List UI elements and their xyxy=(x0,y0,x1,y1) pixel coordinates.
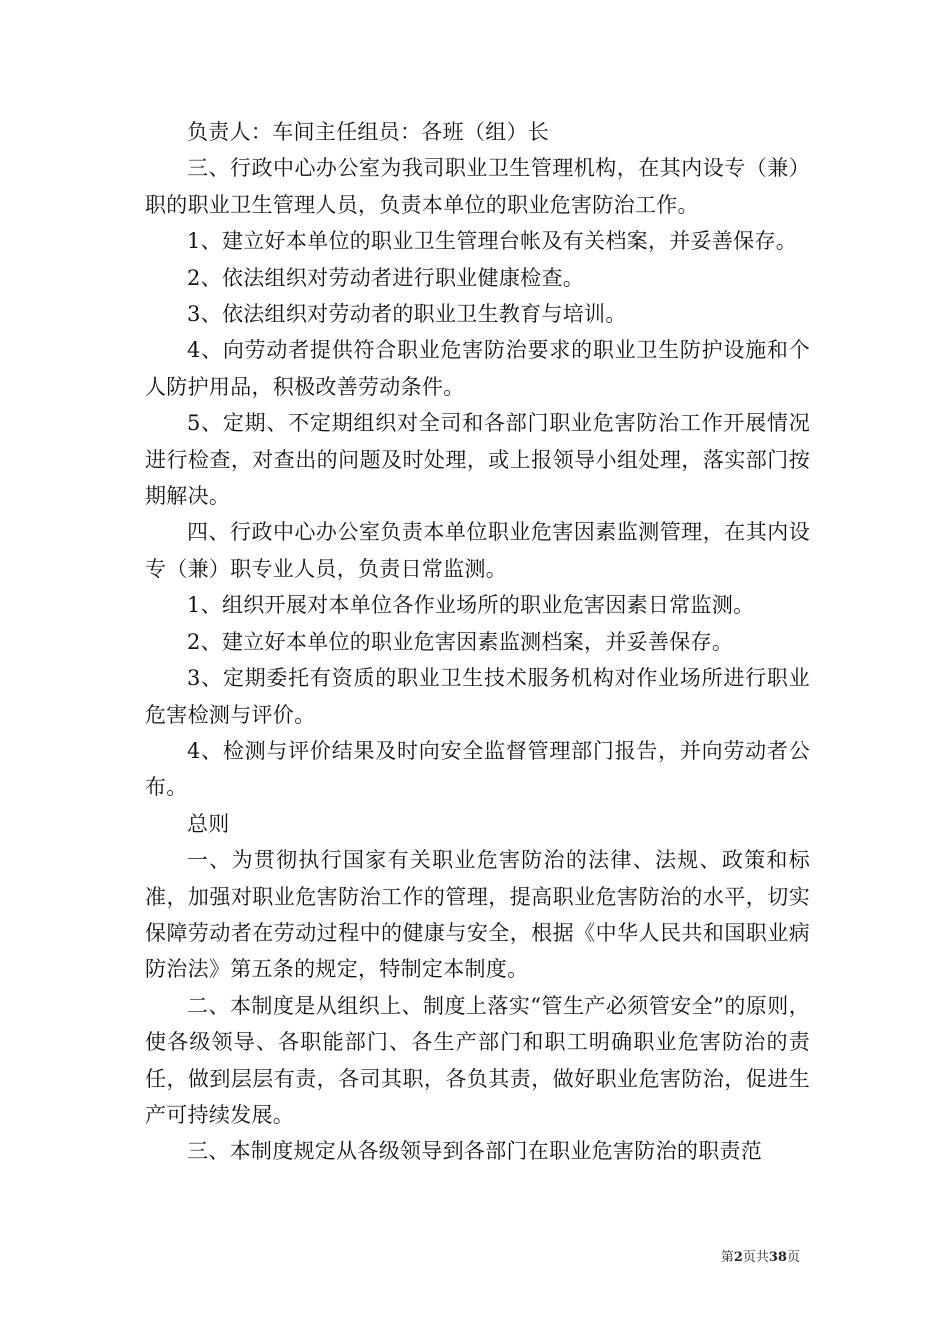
paragraph-general-three: 三、本制度规定从各级领导到各部门在职业危害防治的职责范 xyxy=(187,1139,763,1164)
footer-prefix: 第 xyxy=(720,1250,734,1265)
paragraph-item-5: 5、定期、不定期组织对全司和各部门职业危害防治工作开展情况进行检查，对查出的问题及时处理，或上报领导小组处理，落实部门按期解决。 xyxy=(145,411,810,509)
paragraph-monitor-item-1: 1、组织开展对本单位各作业场所的职业危害因素日常监测。 xyxy=(187,593,755,618)
page-footer xyxy=(0,1250,800,1266)
paragraph-general-one: 一、为贯彻执行国家有关职业危害防治的法律、法规、政策和标准，加强对职业危害防治工作的管理，提高职业危害防治的水平，切实保障劳动者在劳动过程中的健康与安全，根据《中华人民共和国职业病防治法》第五条的规定，特制定本制度。 xyxy=(145,848,810,982)
footer-suffix: 页 xyxy=(786,1250,800,1265)
footer-page-number: 2 xyxy=(733,1250,743,1265)
paragraph-item-1: 1、建立好本单位的职业卫生管理台帐及有关档案，并妥善保存。 xyxy=(187,229,798,254)
footer-middle: 页共 xyxy=(742,1250,769,1265)
paragraph-responsible-person: 负责人：车间主任组员：各班（组）长 xyxy=(187,120,550,144)
footer-total-pages: 38 xyxy=(768,1250,787,1265)
paragraph-item-2: 2、依法组织对劳动者进行职业健康检查。 xyxy=(187,265,585,290)
paragraph-general-two: 二、本制度是从组织上、制度上落实“管生产必须管安全”的原则，使各级领导、各职能部门、各生产部门和职工明确职业危害防治的责任，做到层层有责，各司其职，各负其责，做好职业危害防治，促进生产可持续发展。 xyxy=(145,993,810,1127)
paragraph-monitor-item-4: 4、检测与评价结果及时向安全监督管理部门报告，并向劳动者公布。 xyxy=(145,738,810,800)
document-body xyxy=(145,114,810,1170)
paragraph-monitor-item-2: 2、建立好本单位的职业危害因素监测档案，并妥善保存。 xyxy=(187,629,734,654)
paragraph-item-4: 4、向劳动者提供符合职业危害防治要求的职业卫生防护设施和个人防护用品，积极改善劳动条件。 xyxy=(145,338,810,399)
paragraph-section-three: 三、行政中心办公室为我司职业卫生管理机构，在其内设专（兼）职的职业卫生管理人员，负责本单位的职业危害防治工作。 xyxy=(145,156,810,217)
paragraph-item-3: 3、依法组织对劳动者的职业卫生教育与培训。 xyxy=(187,302,627,327)
heading-general-provisions: 总则 xyxy=(187,811,230,836)
paragraph-section-four: 四、行政中心办公室负责本单位职业危害因素监测管理，在其内设专（兼）职专业人员，负责日常监测。 xyxy=(145,520,810,581)
paragraph-monitor-item-3: 3、定期委托有资质的职业卫生技术服务机构对作业场所进行职业危害检测与评价。 xyxy=(145,666,810,727)
